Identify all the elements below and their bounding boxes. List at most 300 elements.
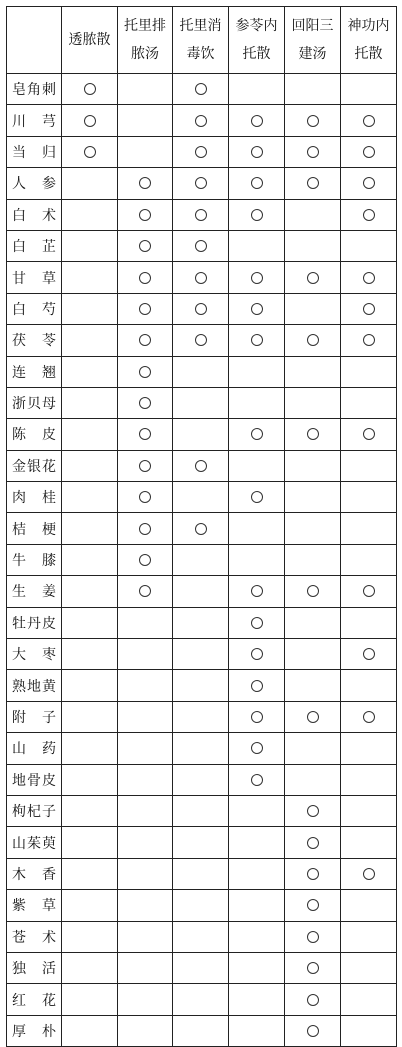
formula-cell	[285, 199, 341, 230]
circle-mark-icon	[363, 868, 375, 880]
formula-cell	[118, 450, 173, 481]
formula-cell	[285, 858, 341, 889]
formula-cell	[285, 168, 341, 199]
formula-cell	[62, 890, 118, 921]
formula-cell	[173, 325, 229, 356]
table-row	[7, 450, 397, 481]
formula-cell	[285, 544, 341, 575]
formula-cell	[118, 230, 173, 261]
formula-cell	[173, 105, 229, 136]
header-formula-6: 神功内 托散	[341, 7, 397, 74]
herb-name: 当 归	[7, 136, 62, 167]
circle-mark-icon	[363, 711, 375, 723]
formula-cell	[118, 764, 173, 795]
circle-mark-icon	[251, 742, 263, 754]
formula-cell	[229, 607, 285, 638]
circle-mark-icon	[307, 334, 319, 346]
formula-cell	[341, 952, 397, 983]
formula-cell	[62, 325, 118, 356]
formula-cell	[285, 1015, 341, 1046]
formula-cell	[229, 262, 285, 293]
formula-cell	[285, 952, 341, 983]
circle-mark-icon	[251, 774, 263, 786]
formula-cell	[229, 325, 285, 356]
formula-cell	[285, 670, 341, 701]
formula-cell	[341, 136, 397, 167]
table-row	[7, 701, 397, 732]
formula-cell	[173, 1015, 229, 1046]
formula-cell	[285, 701, 341, 732]
formula-cell	[341, 356, 397, 387]
table-row	[7, 670, 397, 701]
formula-cell	[229, 858, 285, 889]
formula-cell	[62, 952, 118, 983]
herb-name: 川 芎	[7, 105, 62, 136]
circle-mark-icon	[251, 617, 263, 629]
table-row	[7, 890, 397, 921]
formula-cell	[341, 764, 397, 795]
formula-cell	[285, 733, 341, 764]
formula-cell	[118, 607, 173, 638]
formula-cell	[118, 576, 173, 607]
formula-cell	[118, 1015, 173, 1046]
circle-mark-icon	[307, 931, 319, 943]
formula-cell	[118, 199, 173, 230]
formula-cell	[173, 544, 229, 575]
formula-cell	[341, 419, 397, 450]
formula-cell	[229, 168, 285, 199]
formula-cell	[173, 858, 229, 889]
header-formula-5: 回阳三 建汤	[285, 7, 341, 74]
formula-cell	[173, 168, 229, 199]
circle-mark-icon	[307, 805, 319, 817]
formula-cell	[173, 795, 229, 826]
formula-cell	[62, 670, 118, 701]
formula-cell	[341, 607, 397, 638]
circle-mark-icon	[139, 397, 151, 409]
circle-mark-icon	[195, 83, 207, 95]
formula-cell	[229, 670, 285, 701]
circle-mark-icon	[251, 272, 263, 284]
table-row	[7, 105, 397, 136]
formula-cell	[118, 74, 173, 105]
circle-mark-icon	[363, 272, 375, 284]
formula-cell	[62, 921, 118, 952]
table-row	[7, 827, 397, 858]
circle-mark-icon	[307, 115, 319, 127]
corner-cell	[7, 7, 62, 74]
circle-mark-icon	[139, 303, 151, 315]
formula-cell	[62, 827, 118, 858]
formula-cell	[118, 482, 173, 513]
formula-cell	[62, 230, 118, 261]
herb-name: 生 姜	[7, 576, 62, 607]
circle-mark-icon	[307, 711, 319, 723]
formula-cell	[229, 764, 285, 795]
herb-name: 茯 苓	[7, 325, 62, 356]
formula-cell	[229, 230, 285, 261]
formula-cell	[285, 795, 341, 826]
formula-cell	[285, 827, 341, 858]
formula-cell	[285, 230, 341, 261]
formula-cell	[285, 890, 341, 921]
herb-name: 大 枣	[7, 639, 62, 670]
circle-mark-icon	[139, 334, 151, 346]
circle-mark-icon	[195, 240, 207, 252]
table-row	[7, 576, 397, 607]
table-body	[7, 74, 397, 1047]
herb-name: 苍 术	[7, 921, 62, 952]
herb-name: 白 芍	[7, 293, 62, 324]
formula-cell	[62, 450, 118, 481]
formula-cell	[341, 387, 397, 418]
circle-mark-icon	[251, 585, 263, 597]
formula-cell	[285, 921, 341, 952]
formula-cell	[285, 450, 341, 481]
formula-cell	[118, 921, 173, 952]
formula-cell	[341, 858, 397, 889]
formula-cell	[62, 419, 118, 450]
herb-name: 熟地黄	[7, 670, 62, 701]
herb-name: 白 术	[7, 199, 62, 230]
herb-name: 独 活	[7, 952, 62, 983]
table-row	[7, 607, 397, 638]
formula-cell	[118, 733, 173, 764]
formula-cell	[62, 607, 118, 638]
formula-cell	[62, 356, 118, 387]
formula-cell	[229, 827, 285, 858]
circle-mark-icon	[363, 585, 375, 597]
circle-mark-icon	[251, 711, 263, 723]
herb-name: 人 参	[7, 168, 62, 199]
circle-mark-icon	[195, 334, 207, 346]
formula-cell	[229, 419, 285, 450]
formula-cell	[341, 890, 397, 921]
table-row	[7, 952, 397, 983]
circle-mark-icon	[307, 428, 319, 440]
formula-cell	[341, 450, 397, 481]
circle-mark-icon	[251, 428, 263, 440]
formula-cell	[285, 136, 341, 167]
formula-cell	[62, 858, 118, 889]
formula-cell	[173, 387, 229, 418]
table-row	[7, 168, 397, 199]
circle-mark-icon	[307, 994, 319, 1006]
circle-mark-icon	[307, 868, 319, 880]
formula-cell	[118, 387, 173, 418]
table-row	[7, 293, 397, 324]
formula-cell	[341, 921, 397, 952]
formula-cell	[285, 419, 341, 450]
header-formula-1: 透脓散	[62, 7, 118, 74]
formula-cell	[62, 733, 118, 764]
circle-mark-icon	[307, 585, 319, 597]
formula-cell	[285, 262, 341, 293]
herb-name: 附 子	[7, 701, 62, 732]
herb-name: 木 香	[7, 858, 62, 889]
formula-cell	[285, 607, 341, 638]
formula-cell	[341, 168, 397, 199]
table-row	[7, 419, 397, 450]
table-row	[7, 230, 397, 261]
formula-cell	[173, 984, 229, 1015]
circle-mark-icon	[363, 303, 375, 315]
herb-name: 紫 草	[7, 890, 62, 921]
formula-cell	[118, 136, 173, 167]
formula-cell	[118, 795, 173, 826]
formula-cell	[118, 890, 173, 921]
formula-cell	[285, 74, 341, 105]
herb-name: 白 芷	[7, 230, 62, 261]
formula-cell	[118, 419, 173, 450]
formula-cell	[341, 199, 397, 230]
formula-cell	[62, 984, 118, 1015]
circle-mark-icon	[251, 648, 263, 660]
formula-cell	[285, 764, 341, 795]
formula-cell	[341, 325, 397, 356]
formula-cell	[118, 639, 173, 670]
formula-cell	[173, 764, 229, 795]
formula-cell	[62, 168, 118, 199]
formula-cell	[118, 858, 173, 889]
circle-mark-icon	[195, 272, 207, 284]
formula-cell	[341, 733, 397, 764]
formula-cell	[341, 827, 397, 858]
formula-cell	[62, 701, 118, 732]
circle-mark-icon	[307, 962, 319, 974]
formula-cell	[229, 105, 285, 136]
formula-cell	[173, 827, 229, 858]
formula-cell	[229, 1015, 285, 1046]
formula-cell	[62, 795, 118, 826]
circle-mark-icon	[139, 523, 151, 535]
formula-cell	[341, 544, 397, 575]
formula-cell	[118, 952, 173, 983]
formula-cell	[229, 136, 285, 167]
formula-cell	[229, 544, 285, 575]
circle-mark-icon	[139, 240, 151, 252]
formula-cell	[118, 513, 173, 544]
herb-name: 枸杞子	[7, 795, 62, 826]
circle-mark-icon	[363, 648, 375, 660]
herb-name: 肉 桂	[7, 482, 62, 513]
table-row	[7, 921, 397, 952]
herb-name: 山茱萸	[7, 827, 62, 858]
circle-mark-icon	[139, 585, 151, 597]
formula-cell	[62, 764, 118, 795]
table-row	[7, 513, 397, 544]
circle-mark-icon	[251, 209, 263, 221]
formula-cell	[62, 136, 118, 167]
herb-name: 金银花	[7, 450, 62, 481]
formula-cell	[341, 230, 397, 261]
formula-cell	[285, 576, 341, 607]
formula-cell	[173, 607, 229, 638]
formula-cell	[118, 827, 173, 858]
formula-cell	[173, 670, 229, 701]
formula-cell	[341, 639, 397, 670]
formula-cell	[341, 795, 397, 826]
formula-cell	[173, 199, 229, 230]
circle-mark-icon	[363, 115, 375, 127]
circle-mark-icon	[195, 209, 207, 221]
table-row	[7, 764, 397, 795]
formula-cell	[341, 701, 397, 732]
formula-cell	[118, 262, 173, 293]
formula-cell	[341, 482, 397, 513]
formula-cell	[173, 450, 229, 481]
herb-name: 地骨皮	[7, 764, 62, 795]
formula-cell	[118, 670, 173, 701]
circle-mark-icon	[251, 115, 263, 127]
circle-mark-icon	[84, 83, 96, 95]
circle-mark-icon	[195, 523, 207, 535]
formula-cell	[285, 325, 341, 356]
circle-mark-icon	[251, 303, 263, 315]
formula-cell	[62, 513, 118, 544]
formula-cell	[62, 105, 118, 136]
formula-cell	[229, 921, 285, 952]
formula-cell	[118, 701, 173, 732]
circle-mark-icon	[251, 177, 263, 189]
formula-cell	[173, 262, 229, 293]
formula-cell	[229, 733, 285, 764]
table-row	[7, 199, 397, 230]
table-header	[7, 7, 397, 74]
formula-cell	[229, 482, 285, 513]
herb-name: 皂角刺	[7, 74, 62, 105]
formula-cell	[285, 513, 341, 544]
circle-mark-icon	[307, 177, 319, 189]
circle-mark-icon	[139, 460, 151, 472]
formula-cell	[229, 450, 285, 481]
formula-cell	[341, 670, 397, 701]
circle-mark-icon	[139, 272, 151, 284]
table-row	[7, 639, 397, 670]
circle-mark-icon	[195, 177, 207, 189]
circle-mark-icon	[251, 334, 263, 346]
formula-cell	[341, 576, 397, 607]
circle-mark-icon	[84, 115, 96, 127]
formula-cell	[118, 105, 173, 136]
formula-cell	[341, 984, 397, 1015]
formula-cell	[285, 482, 341, 513]
formula-cell	[341, 262, 397, 293]
formula-cell	[173, 701, 229, 732]
table-row	[7, 482, 397, 513]
formula-cell	[229, 513, 285, 544]
header-formula-3: 托里消 毒饮	[173, 7, 229, 74]
circle-mark-icon	[195, 460, 207, 472]
header-formula-2: 托里排 脓汤	[118, 7, 173, 74]
formula-cell	[229, 293, 285, 324]
formula-cell	[173, 639, 229, 670]
formula-cell	[229, 356, 285, 387]
formula-cell	[229, 639, 285, 670]
formula-cell	[285, 105, 341, 136]
formula-cell	[118, 293, 173, 324]
formula-cell	[62, 74, 118, 105]
herb-name: 牡丹皮	[7, 607, 62, 638]
herb-name: 陈 皮	[7, 419, 62, 450]
circle-mark-icon	[307, 146, 319, 158]
formula-cell	[229, 387, 285, 418]
circle-mark-icon	[139, 491, 151, 503]
formula-cell	[173, 890, 229, 921]
herb-name: 浙贝母	[7, 387, 62, 418]
table-row	[7, 136, 397, 167]
circle-mark-icon	[139, 366, 151, 378]
circle-mark-icon	[195, 303, 207, 315]
formula-cell	[285, 356, 341, 387]
formula-cell	[118, 325, 173, 356]
herb-formula-table	[6, 6, 397, 1047]
table-row	[7, 356, 397, 387]
herb-name: 桔 梗	[7, 513, 62, 544]
formula-cell	[341, 74, 397, 105]
formula-cell	[173, 419, 229, 450]
table-row	[7, 795, 397, 826]
formula-cell	[62, 576, 118, 607]
formula-cell	[62, 199, 118, 230]
formula-cell	[285, 293, 341, 324]
formula-cell	[229, 890, 285, 921]
formula-cell	[62, 387, 118, 418]
formula-cell	[229, 199, 285, 230]
formula-cell	[285, 984, 341, 1015]
formula-cell	[173, 74, 229, 105]
formula-cell	[341, 105, 397, 136]
circle-mark-icon	[195, 115, 207, 127]
formula-cell	[173, 293, 229, 324]
circle-mark-icon	[139, 554, 151, 566]
herb-name: 甘 草	[7, 262, 62, 293]
circle-mark-icon	[251, 680, 263, 692]
circle-mark-icon	[84, 146, 96, 158]
herb-name: 厚 朴	[7, 1015, 62, 1046]
formula-cell	[62, 482, 118, 513]
table-row	[7, 544, 397, 575]
table-row	[7, 387, 397, 418]
formula-cell	[229, 701, 285, 732]
circle-mark-icon	[139, 428, 151, 440]
formula-cell	[173, 733, 229, 764]
table-row	[7, 733, 397, 764]
formula-cell	[62, 262, 118, 293]
formula-cell	[118, 168, 173, 199]
circle-mark-icon	[307, 1025, 319, 1037]
formula-cell	[173, 952, 229, 983]
circle-mark-icon	[251, 491, 263, 503]
circle-mark-icon	[363, 428, 375, 440]
herb-name: 连 翘	[7, 356, 62, 387]
formula-cell	[173, 513, 229, 544]
circle-mark-icon	[307, 899, 319, 911]
formula-cell	[229, 795, 285, 826]
table-row	[7, 74, 397, 105]
formula-cell	[341, 1015, 397, 1046]
formula-cell	[173, 356, 229, 387]
formula-cell	[118, 356, 173, 387]
circle-mark-icon	[139, 209, 151, 221]
formula-cell	[173, 136, 229, 167]
formula-cell	[229, 74, 285, 105]
formula-cell	[285, 639, 341, 670]
formula-cell	[341, 293, 397, 324]
table-row	[7, 1015, 397, 1046]
formula-cell	[173, 482, 229, 513]
formula-cell	[173, 921, 229, 952]
